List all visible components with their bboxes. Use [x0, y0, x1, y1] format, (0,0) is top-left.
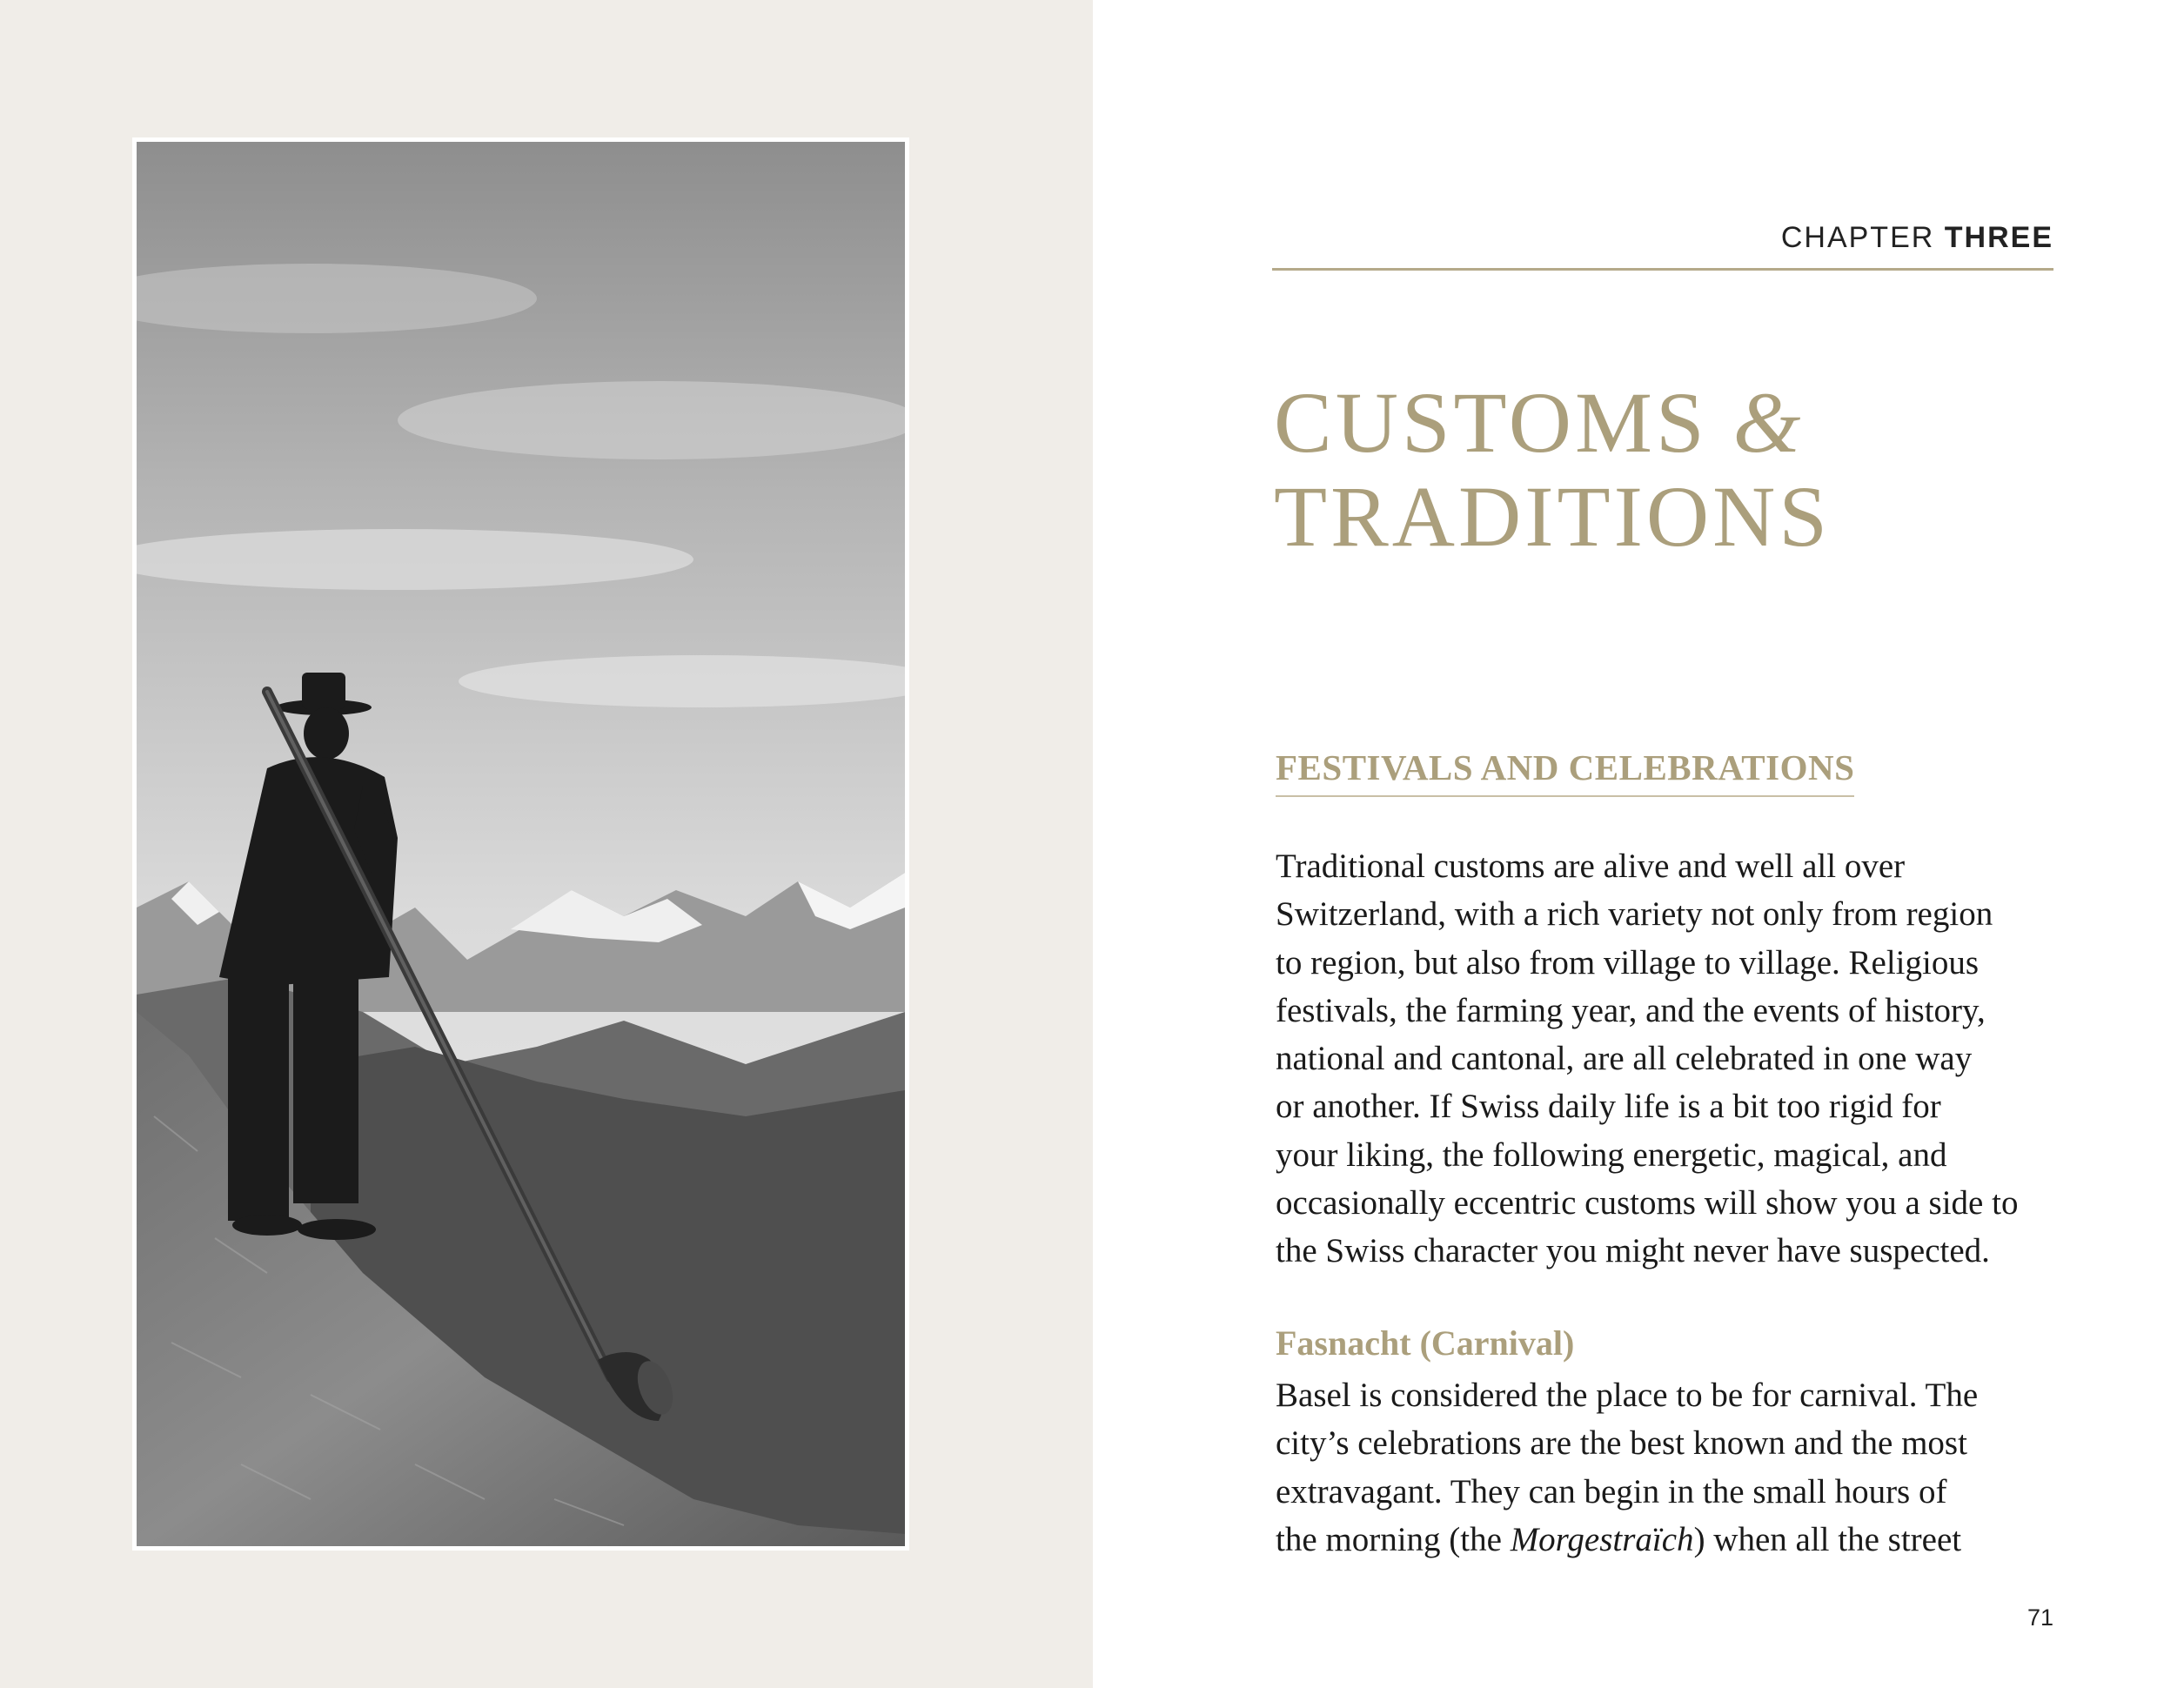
intro-line: Switzerland, with a rich variety not only from region: [1276, 895, 1993, 934]
fasnacht-line: city’s celebrations are the best known and the most: [1276, 1424, 1967, 1463]
chapter-label-number: THREE: [1944, 221, 2053, 254]
intro-line: to region, but also from village to village. Religious: [1276, 943, 1980, 981]
subheading-fasnacht: Fasnacht (Carnival): [1276, 1323, 1575, 1363]
intro-line: national and cantonal, are all celebrated in one way: [1276, 1040, 1973, 1078]
chapter-label: [1272, 221, 2053, 255]
fasnacht-last-line-end: ) when all the street: [1693, 1520, 1962, 1558]
chapter-title: [1274, 376, 2040, 564]
intro-line: your liking, the following energetic, magical, and: [1276, 1135, 1947, 1174]
fasnacht-last-line: [1276, 1516, 2076, 1564]
chapter-title-line2: TRADITIONS: [1274, 468, 1831, 565]
fasnacht-last-line-start: the morning (the: [1276, 1520, 1511, 1558]
intro-line: occasionally eccentric customs will show you a side to: [1276, 1184, 2019, 1222]
section-heading: FESTIVALS AND CELEBRATIONS: [1276, 747, 1854, 797]
alphorn-player-image: [137, 142, 905, 1546]
chapter-divider: [1272, 268, 2053, 271]
morgestraich-term: Morgestraïch: [1510, 1520, 1694, 1558]
intro-line: festivals, the farming year, and the events of history,: [1276, 991, 1986, 1029]
intro-line: or another. If Swiss daily life is a bit too rigid for: [1276, 1088, 1941, 1126]
alphorn-photo: [132, 137, 909, 1551]
chapter-label-prefix: CHAPTER: [1780, 221, 1935, 254]
fasnacht-line: Basel is considered the place to be for carnival. The: [1276, 1377, 1979, 1414]
fasnacht-paragraph: [1276, 1371, 2076, 1564]
intro-line: Traditional customs are alive and well all over: [1276, 847, 1906, 885]
intro-line: the Swiss character you might never have suspected.: [1276, 1232, 1990, 1270]
intro-paragraph: [1276, 842, 2076, 1276]
chapter-title-ampersand: &: [1732, 374, 1805, 471]
fasnacht-line: extravagant. They can begin in the small hours of: [1276, 1472, 1947, 1510]
chapter-title-word-customs: CUSTOMS: [1274, 374, 1708, 471]
page-number: 71: [2027, 1604, 2053, 1631]
chapter-title-line1: [1274, 374, 1804, 471]
